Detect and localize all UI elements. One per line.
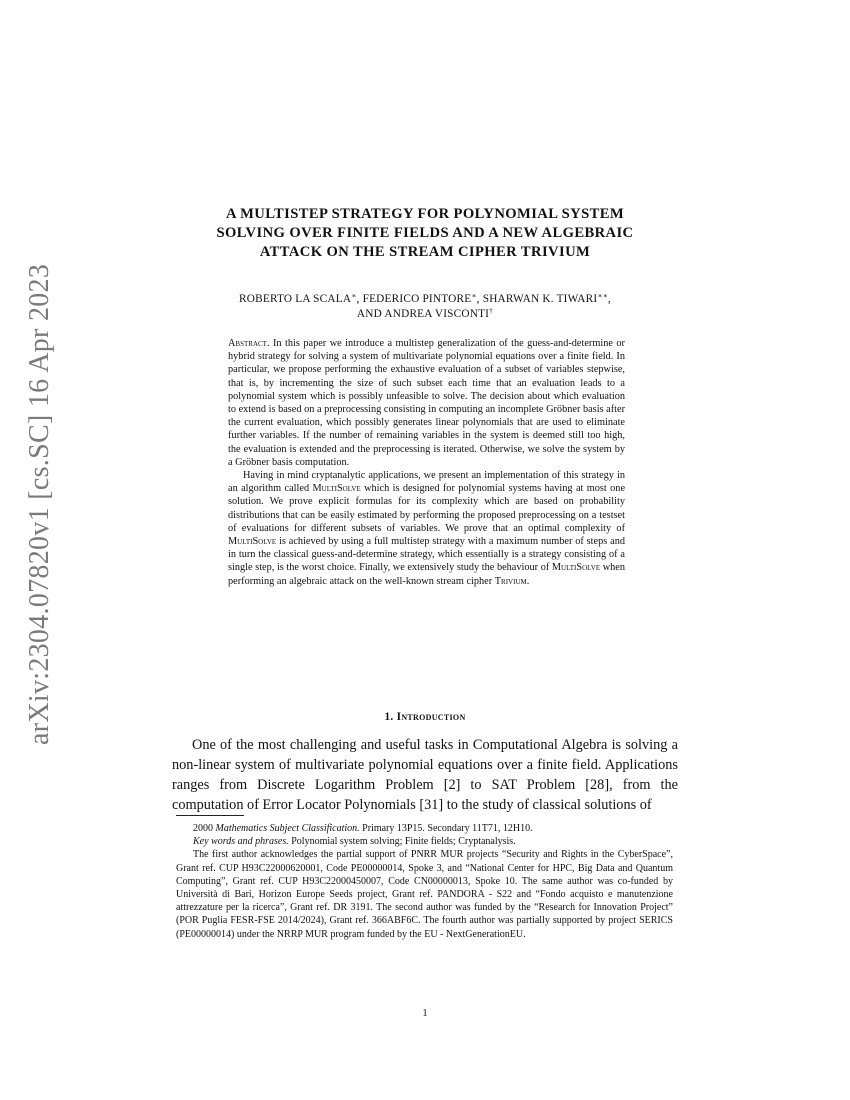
title-line-2: SOLVING OVER FINITE FIELDS AND A NEW ALGEBRAIC xyxy=(216,225,634,241)
footnote-rule xyxy=(176,815,244,816)
intro-paragraph: One of the most challenging and useful tasks in Computational Algebra is solving a non-linear system of multivariate polynomial equations over a finite field. Applications ranges from Discrete Logarithm Problem [2] to SAT Problem [28], from the computation of Error Locator Polynomials [31] to the study of classical solutions of xyxy=(172,737,678,813)
abstract-text-2d: when performing an algebraic attack on the well-known stream cipher xyxy=(228,562,626,587)
msc-year: 2000 xyxy=(193,823,213,834)
arxiv-identifier-stamp: arXiv:2304.07820v1 [cs.SC] 16 Apr 2023 xyxy=(24,263,55,745)
abstract-paragraph-2 xyxy=(228,469,625,588)
abstract-text-2a: Having in mind cryptanalytic applications, we present an implementation of this strategy in an algorithm called xyxy=(228,470,625,495)
page-number: 1 xyxy=(422,1008,428,1019)
paper-title xyxy=(170,205,680,262)
author-1: ROBERTO LA SCALA xyxy=(239,293,352,305)
author-line-1: ROBERTO LA SCALA∗, FEDERICO PINTORE∗, SHARWAN K. TIWARI∗∗, xyxy=(239,291,611,305)
footnotes xyxy=(176,822,673,941)
section-title: Introduction xyxy=(396,711,466,723)
author-3-mark: ∗∗ xyxy=(597,291,608,300)
cipher-name: Trivium xyxy=(494,575,527,587)
abstract-paragraph-1 xyxy=(228,337,625,469)
author-1-mark: ∗ xyxy=(351,291,357,300)
section-number: 1. xyxy=(384,711,394,723)
algorithm-name: MultiSolve xyxy=(551,562,601,574)
author-3: SHARWAN K. TIWARI xyxy=(482,293,598,305)
msc-text: Primary 13P15. Secondary 11T71, 12H10. xyxy=(362,823,533,834)
algorithm-name: MultiSolve xyxy=(312,483,361,495)
abstract-text-2b: which is designed for polynomial systems having at most one solution. We prove explicit formulas for its complexity which are based on probability distributions that can be easily estimated by performing the proposed preprocessing on a testset of evaluations for different subsets of variables. We prove that an optimal complexity of xyxy=(228,483,626,534)
author-list xyxy=(170,292,680,322)
msc-label: Mathematics Subject Classification. xyxy=(215,823,360,834)
author-4: AND ANDREA VISCONTI xyxy=(356,308,490,320)
footnote-keywords xyxy=(176,835,673,848)
algorithm-name: MultiSolve xyxy=(228,536,277,548)
title-line-3: ATTACK ON THE STREAM CIPHER TRIVIUM xyxy=(259,244,591,260)
section-heading xyxy=(170,711,680,723)
footnote-msc xyxy=(176,822,673,835)
abstract xyxy=(228,337,625,588)
keywords-text: Polynomial system solving; Finite fields; Cryptanalysis. xyxy=(291,836,516,848)
author-line-2 xyxy=(170,307,680,322)
author-4-mark: † xyxy=(489,306,494,315)
abstract-label: Abstract. xyxy=(228,338,270,349)
abstract-text-1: In this paper we introduce a multistep generalization of the guess-and-determine or hybrid strategy for solving a system of multivariate polynomial equations over a finite field. In particular, we propose performing the exhaustive evaluation of a subset of variables stepwise, that is, by incrementing the size of such subset each time that an evaluation leads to a polynomial system which is possibly unfeasible to solve. The decision about which evaluation to extend is based on a preprocessing consisting in computing an incomplete Gröbner basis after the current evaluation, which possibly generates linear polynomials that are used to eliminate further variables. If the number of remaining variables in the system is deemed still too high, the evaluation is extended and the preprocessing is iterated. Otherwise, we solve the system by a Gröbner basis computation. xyxy=(228,338,625,468)
abstract-text-end: . xyxy=(526,575,530,587)
author-2: FEDERICO PINTORE xyxy=(362,293,472,305)
footnote-funding: The first author acknowledges the partial support of PNRR MUR projects “Security and Rights in the CyberSpace”, Grant ref. CUP H93C22000620001, Code PE00000014, Spoke 3, and “National Center for HPC, Big Data and Quantum Computing”, Grant ref. CUP H93C22000450007, Code CN00000013, Spoke 10. The same author was co-funded by Università di Bari, Horizon Europe Seeds project, Grant ref. PANDORA - S22 and “Fondo acquisto e manutenzione attrezzature per la ricerca”, Grant ref. DR 3191. The second author was funded by the “Research for Innovation Project” (POR Puglia FESR-FSE 2014/2024), Grant ref. 366ABF6C. The fourth author was partially supported by project SERICS (PE00000014) under the NRRP MUR program funded by the EU - NextGenerationEU. xyxy=(176,849,673,940)
title-line-1: A MULTISTEP STRATEGY FOR POLYNOMIAL SYSTEM xyxy=(225,206,625,222)
keywords-label: Key words and phrases. xyxy=(193,836,289,848)
author-2-mark: ∗ xyxy=(471,291,477,300)
abstract-text-2c: is achieved by using a full multistep strategy with a maximum number of steps and in turn the classical guess-and-determine strategy, which essentially is a strategy consisting of a single step, is the worst choice. Finally, we extensively study the behaviour of xyxy=(228,536,625,574)
